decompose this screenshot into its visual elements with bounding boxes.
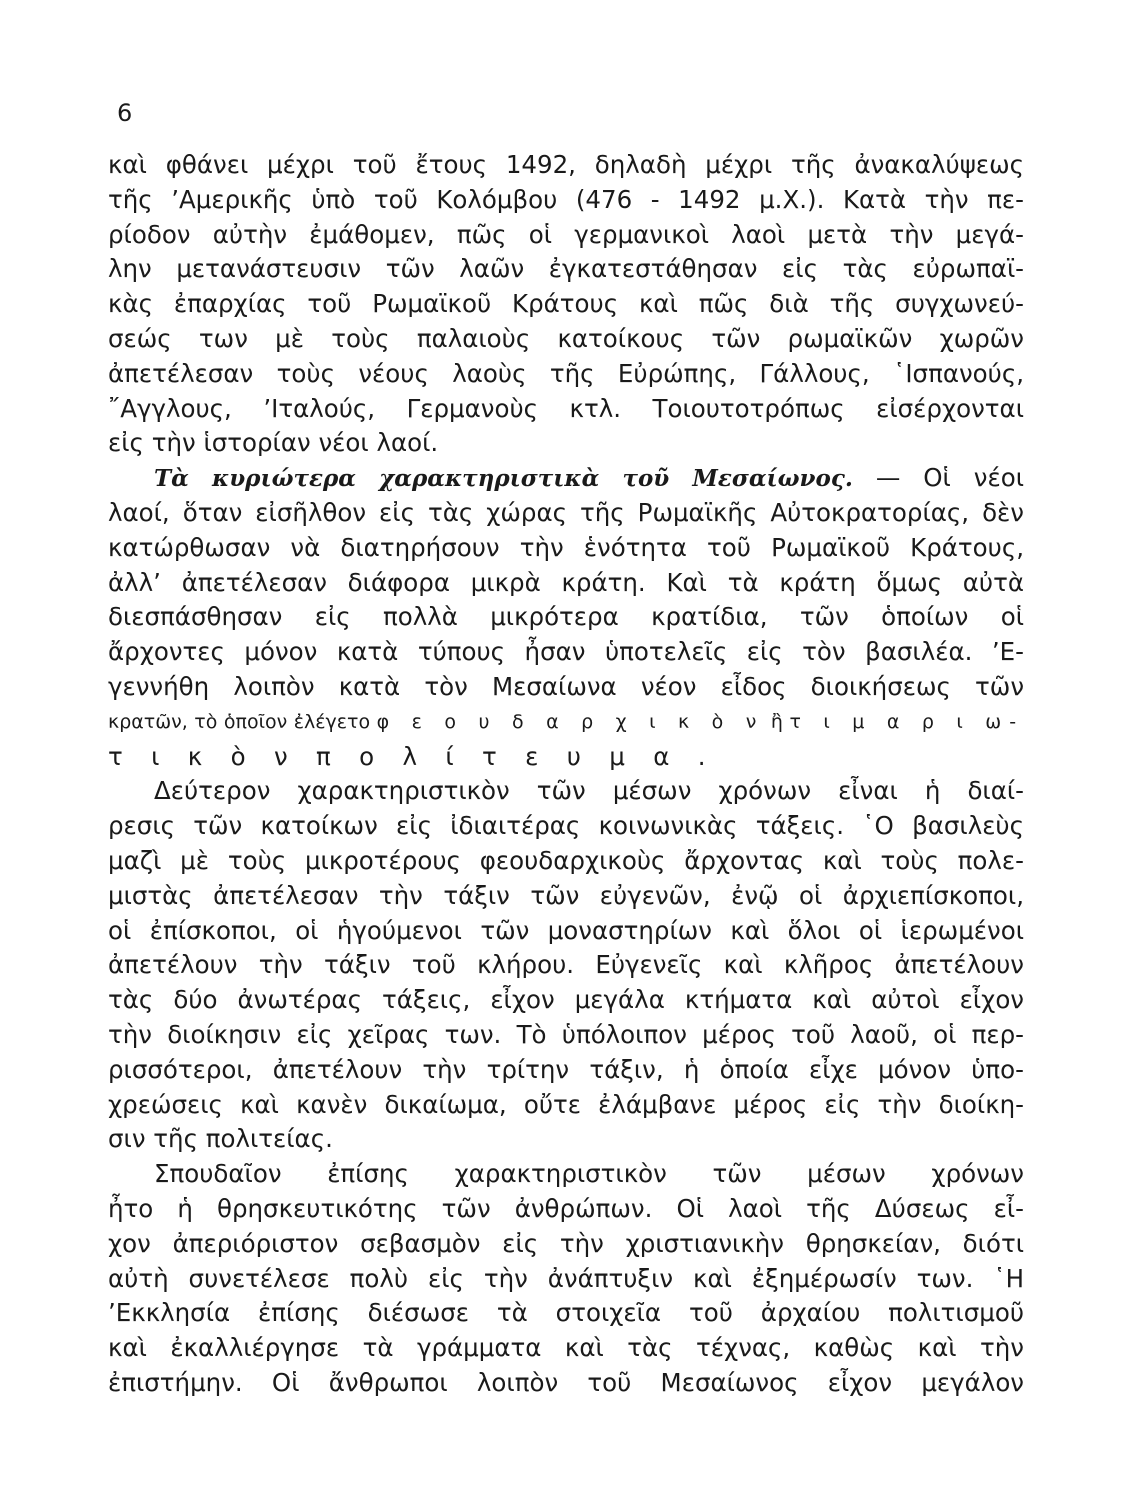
text-line: χον ἀπεριόριστον σεβασμὸν εἰς τὴν χριστιανικὴν θρησκείαν, διότι (108, 1228, 1024, 1258)
text-line (108, 740, 1024, 775)
text-line: λαοί, ὅταν εἰσῆλθον εἰς τὰς χώρας τῆς Ρωμαϊκῆς Αὐτοκρατορίας, δὲν (108, 497, 1024, 527)
text-line: μαζὶ μὲ τοὺς μικροτέρους φεουδαρχικοὺς ἄρχοντας καὶ τοὺς πολε- (108, 845, 1024, 875)
text-line: σιν τῆς πολιτείας. (108, 1124, 333, 1154)
text-line: ἀπετέλεσαν τοὺς νέους λαοὺς τῆς Εὐρώπης, Γάλλους, ῾Ισπανούς, (108, 358, 1024, 388)
text-line: ’Εκκλησία ἐπίσης διέσωσε τὰ στοιχεῖα τοῦ ἀρχαίου πολιτισμοῦ (108, 1298, 1024, 1328)
text-line: κὰς ἐπαρχίας τοῦ Ρωμαϊκοῦ Κράτους καὶ πῶς διὰ τῆς συγχωνεύ- (108, 289, 1024, 319)
text-line: ἀλλ’ ἀπετέλεσαν διάφορα μικρὰ κράτη. Καὶ τὰ κράτη ὅμως αὐτὰ (108, 567, 1024, 597)
text-line: ἦτο ἡ θρησκευτικότης τῶν ἀνθρώπων. Οἱ λαοὶ τῆς Δύσεως εἶ- (108, 1193, 1024, 1223)
text-line: τὴν διοίκησιν εἰς χεῖρας των. Τὸ ὑπόλοιπον μέρος τοῦ λαοῦ, οἱ περ- (108, 1019, 1024, 1049)
text-line: Δεύτερον χαρακτηριστικὸν τῶν μέσων χρόνων εἶναι ἡ διαί- (154, 776, 1024, 806)
text-line: εἰς τὴν ἱστορίαν νέοι λαοί. (108, 428, 439, 458)
text-line: οἱ ἐπίσκοποι, οἱ ἡγούμενοι τῶν μοναστηρίων καὶ ὅλοι οἱ ἱερωμένοι (108, 915, 1024, 945)
text-line (108, 705, 1024, 740)
text-line: τῆς ’Αμερικῆς ὑπὸ τοῦ Κολόμβου (476 - 1492 μ.Χ.). Κατὰ τὴν πε- (108, 184, 1024, 214)
body-text (108, 148, 1024, 1401)
section-heading-line (108, 461, 1024, 496)
text-line: ἐπιστήμην. Οἱ ἄνθρωποι λοιπὸν τοῦ Μεσαίωνος εἶχον μεγάλον (108, 1367, 1024, 1397)
emphasized-term: τ ι μ α ρ ι ω- (789, 710, 1025, 733)
section-heading: Τὰ κυριώτερα χαρακτηριστικὰ τοῦ Μεσαίωνος. (154, 465, 853, 493)
text-line: ἄρχοντες μόνον κατὰ τύπους ἦσαν ὑποτελεῖς εἰς τὸν βασιλέα. ’Ε- (108, 637, 1024, 667)
text-line: μιστὰς ἀπετέλεσαν τὴν τάξιν τῶν εὐγενῶν, ἐνῷ οἱ ἀρχιεπίσκοποι, (108, 880, 1024, 910)
text-line: ρίοδον αὐτὴν ἐμάθομεν, πῶς οἱ γερμανικοὶ λαοὶ μετὰ τὴν μεγά- (108, 219, 1024, 249)
page-number: 6 (117, 99, 133, 127)
text-line: γεννήθη λοιπὸν κατὰ τὸν Μεσαίωνα νέον εἶδος διοικήσεως τῶν (108, 671, 1024, 701)
text-line: ρεσις τῶν κατοίκων εἰς ἰδιαιτέρας κοινωνικὰς τάξεις. ῾Ο βασιλεὺς (108, 811, 1024, 841)
text-line: τὰς δύο ἀνωτέρας τάξεις, εἶχον μεγάλα κτήματα καὶ αὐτοὶ εἶχον (108, 985, 1024, 1015)
text-line: ῎Αγγλους, ’Ιταλούς, Γερμανοὺς κτλ. Τοιουτοτρόπως εἰσέρχονται (108, 393, 1024, 423)
text-line: διεσπάσθησαν εἰς πολλὰ μικρότερα κρατίδια, τῶν ὁποίων οἱ (108, 602, 1024, 632)
text-line: κατώρθωσαν νὰ διατηρήσουν τὴν ἑνότητα τοῦ Ρωμαϊκοῦ Κράτους, (108, 532, 1024, 562)
text-segment: κρατῶν, τὸ ὁποῖον ἐλέγετο (108, 710, 371, 733)
text-line: καὶ ἐκαλλιέργησε τὰ γράμματα καὶ τὰς τέχνας, καθὼς καὶ τὴν (108, 1333, 1024, 1363)
text-line: Σπουδαῖον ἐπίσης χαρακτηριστικὸν τῶν μέσων χρόνων (154, 1159, 1024, 1189)
text-line: καὶ φθάνει μέχρι τοῦ ἔτους 1492, δηλαδὴ μέχρι τῆς ἀνακαλύψεως (108, 150, 1024, 179)
text-segment: ἢ (770, 710, 783, 733)
text-line: ρισσότεροι, ἀπετέλουν τὴν τρίτην τάξιν, ἡ ὁποία εἶχε μόνον ὑπο- (108, 1054, 1024, 1084)
text-line: χρεώσεις καὶ κανὲν δικαίωμα, οὔτε ἐλάμβανε μέρος εἰς τὴν διοίκη- (108, 1089, 1024, 1119)
emphasized-term: φ ε ο υ δ α ρ χ ι κ ὸ ν (376, 710, 765, 733)
heading-continuation: — Οἱ νέοι (875, 463, 1024, 493)
text-line: αὐτὴ συνετέλεσε πολὺ εἰς τὴν ἀνάπτυξιν καὶ ἐξημέρωσίν των. ῾Η (108, 1263, 1024, 1293)
emphasized-term: τ ι κ ὸ ν π ο λ ί τ ε υ μ α . (108, 741, 716, 771)
text-line: σεώς των μὲ τοὺς παλαιοὺς κατοίκους τῶν ρωμαϊκῶν χωρῶν (108, 323, 1024, 353)
text-line: ἀπετέλουν τὴν τάξιν τοῦ κλήρου. Εὐγενεῖς καὶ κλῆρος ἀπετέλουν (108, 950, 1024, 980)
text-line: λην μετανάστευσιν τῶν λαῶν ἐγκατεστάθησαν εἰς τὰς εὐρωπαϊ- (108, 254, 1024, 284)
